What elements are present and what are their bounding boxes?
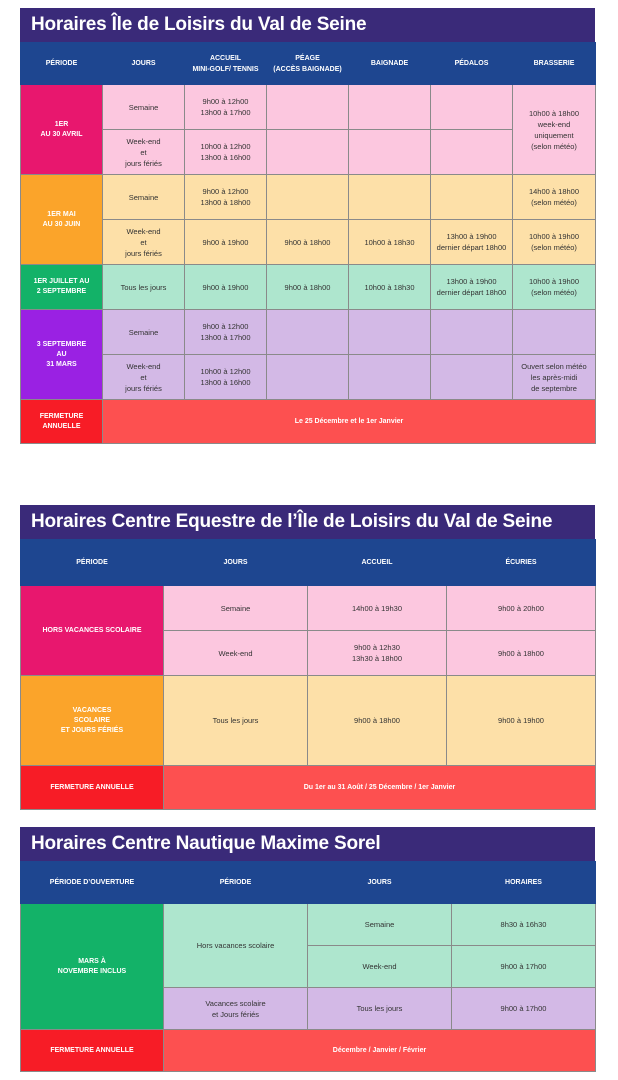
cell-peage: 9h00 à 18h00 — [267, 220, 349, 265]
cell-jours: Week-end — [308, 946, 452, 988]
cell-brasserie: 14h00 à 18h00 (selon météo) — [513, 175, 596, 220]
period-avril: 1ER AU 30 AVRIL — [21, 85, 103, 175]
col-header-pedalos: PÉDALOS — [431, 43, 513, 85]
cell-accueil: 10h00 à 12h00 13h00 à 16h00 — [185, 130, 267, 175]
cell-brasserie: 10h00 à 19h00 (selon météo) — [513, 265, 596, 310]
subperiod-hors-vacances: Hors vacances scolaire — [164, 904, 308, 988]
col-header-brasserie: BRASSERIE — [513, 43, 596, 85]
period-mai-juin: 1ER MAI AU 30 JUIN — [21, 175, 103, 265]
cell-pedalos: 13h00 à 19h00 dernier départ 18h00 — [431, 265, 513, 310]
col-header-peage: PÉAGE (ACCÈS BAIGNADE) — [267, 43, 349, 85]
col-header-jours: JOURS — [103, 43, 185, 85]
closure-value: Décembre / Janvier / Février — [164, 1030, 596, 1072]
cell-baignade — [349, 85, 431, 130]
cell-jours: Semaine — [103, 310, 185, 355]
table3-title: Horaires Centre Nautique Maxime Sorel — [20, 827, 595, 861]
cell-jours: Week-end et jours fériés — [103, 130, 185, 175]
cell-pedalos — [431, 175, 513, 220]
cell-peage — [267, 175, 349, 220]
cell-jours: Tous les jours — [103, 265, 185, 310]
period-juillet-septembre: 1ER JUILLET AU 2 SEPTEMBRE — [21, 265, 103, 310]
cell-accueil: 9h00 à 18h00 — [308, 676, 447, 766]
cell-accueil: 9h00 à 12h00 13h00 à 17h00 — [185, 85, 267, 130]
nautique-schedule-table — [20, 861, 596, 1072]
cell-baignade — [349, 355, 431, 400]
cell-peage — [267, 355, 349, 400]
cell-jours: Semaine — [103, 175, 185, 220]
equestre-schedule-table — [20, 539, 596, 810]
cell-peage — [267, 130, 349, 175]
cell-ecuries: 9h00 à 20h00 — [447, 586, 596, 631]
cell-accueil: 9h00 à 12h00 13h00 à 18h00 — [185, 175, 267, 220]
period-septembre-mars: 3 SEPTEMBRE AU 31 MARS — [21, 310, 103, 400]
cell-baignade — [349, 175, 431, 220]
cell-ecuries: 9h00 à 19h00 — [447, 676, 596, 766]
cell-accueil: 9h00 à 12h30 13h30 à 18h00 — [308, 631, 447, 676]
cell-accueil: 9h00 à 19h00 — [185, 265, 267, 310]
col-header-periode-ouverture: PÉRIODE D’OUVERTURE — [21, 862, 164, 904]
cell-baignade — [349, 130, 431, 175]
cell-brasserie: Ouvert selon météo les après-midi de septembre — [513, 355, 596, 400]
cell-horaires: 9h00 à 17h00 — [452, 988, 596, 1030]
cell-peage — [267, 85, 349, 130]
col-header-jours: JOURS — [164, 540, 308, 586]
table2-title: Horaires Centre Equestre de l’Île de Loisirs du Val de Seine — [20, 505, 595, 539]
closure-label: FERMETURE ANNUELLE — [21, 400, 103, 444]
cell-brasserie: 10h00 à 19h00 (selon météo) — [513, 220, 596, 265]
cell-brasserie — [513, 310, 596, 355]
col-header-periode: PÉRIODE — [21, 43, 103, 85]
cell-accueil: 10h00 à 12h00 13h00 à 16h00 — [185, 355, 267, 400]
closure-value: Du 1er au 31 Août / 25 Décembre / 1er Janvier — [164, 766, 596, 810]
period-vacances: VACANCES SCOLAIRE ET JOURS FÉRIÉS — [21, 676, 164, 766]
cell-pedalos — [431, 85, 513, 130]
col-header-periode: PÉRIODE — [21, 540, 164, 586]
col-header-horaires: HORAIRES — [452, 862, 596, 904]
cell-jours: Semaine — [308, 904, 452, 946]
cell-brasserie: 10h00 à 18h00 week-end uniquement (selon météo) — [513, 85, 596, 175]
closure-label: FERMETURE ANNUELLE — [21, 1030, 164, 1072]
cell-peage — [267, 310, 349, 355]
cell-jours: Tous les jours — [164, 676, 308, 766]
cell-baignade — [349, 310, 431, 355]
cell-ecuries: 9h00 à 18h00 — [447, 631, 596, 676]
cell-jours: Semaine — [164, 586, 308, 631]
cell-accueil: 9h00 à 12h00 13h00 à 17h00 — [185, 310, 267, 355]
cell-accueil: 9h00 à 19h00 — [185, 220, 267, 265]
cell-pedalos — [431, 355, 513, 400]
table1-title: Horaires Île de Loisirs du Val de Seine — [20, 8, 595, 42]
cell-horaires: 8h30 à 16h30 — [452, 904, 596, 946]
col-header-ecuries: ÉCURIES — [447, 540, 596, 586]
cell-pedalos — [431, 310, 513, 355]
col-header-jours: JOURS — [308, 862, 452, 904]
cell-jours: Week-end et jours fériés — [103, 220, 185, 265]
col-header-accueil: ACCUEIL MINI-GOLF/ TENNIS — [185, 43, 267, 85]
cell-pedalos — [431, 130, 513, 175]
cell-accueil: 14h00 à 19h30 — [308, 586, 447, 631]
cell-peage: 9h00 à 18h00 — [267, 265, 349, 310]
period-mars-novembre: MARS À NOVEMBRE INCLUS — [21, 904, 164, 1030]
closure-value: Le 25 Décembre et le 1er Janvier — [103, 400, 596, 444]
loisirs-schedule-table — [20, 42, 596, 444]
cell-jours: Week-end et jours fériés — [103, 355, 185, 400]
cell-baignade: 10h00 à 18h30 — [349, 265, 431, 310]
cell-baignade: 10h00 à 18h30 — [349, 220, 431, 265]
subperiod-vacances: Vacances scolaire et Jours fériés — [164, 988, 308, 1030]
cell-horaires: 9h00 à 17h00 — [452, 946, 596, 988]
period-hors-vacances: HORS VACANCES SCOLAIRE — [21, 586, 164, 676]
cell-jours: Week-end — [164, 631, 308, 676]
col-header-accueil: ACCUEIL — [308, 540, 447, 586]
cell-pedalos: 13h00 à 19h00 dernier départ 18h00 — [431, 220, 513, 265]
col-header-baignade: BAIGNADE — [349, 43, 431, 85]
col-header-periode: PÉRIODE — [164, 862, 308, 904]
cell-jours: Semaine — [103, 85, 185, 130]
cell-jours: Tous les jours — [308, 988, 452, 1030]
closure-label: FERMETURE ANNUELLE — [21, 766, 164, 810]
